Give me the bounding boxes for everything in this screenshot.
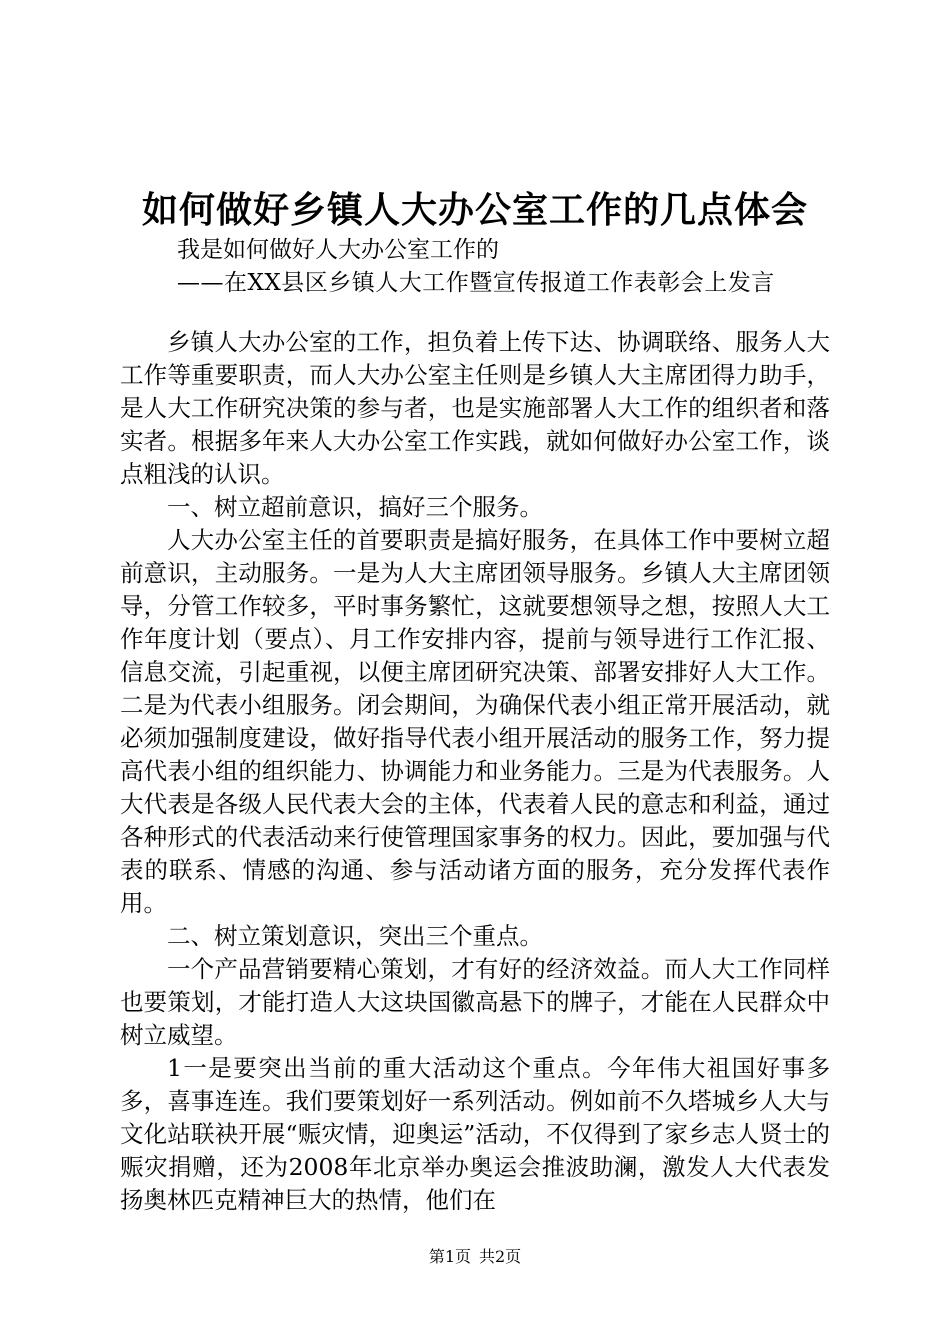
document-subtitle-line2: ——在XX县区乡镇人大工作暨宣传报道工作表彰会上发言 (177, 270, 775, 296)
section-heading: 二、树立策划意识，突出三个重点。 (167, 922, 543, 950)
page-total: 共2页 (479, 1247, 522, 1266)
document-subtitle-line1: 我是如何做好人大办公室工作的 (177, 237, 499, 263)
page-footer (0, 1246, 950, 1268)
body-paragraph: 乡镇人大办公室的工作，担负着上传下达、协调联络、服务人大工作等重要职责，而人大办公室主任则是乡镇人大主席团得力助手，是人大工作研究决策的参与者，也是实施部署人大工作的组织者和落实者。根据多年来人大办公室工作实践，就如何做好办公室工作，谈点粗浅的认识。 (120, 328, 830, 488)
section-heading: 一、树立超前意识，搞好三个服务。 (167, 493, 543, 521)
document-title: 如何做好乡镇人大办公室工作的几点体会 (141, 189, 808, 231)
document-body (120, 326, 830, 1217)
body-paragraph: 1一是要突出当前的重大活动这个重点。今年伟大祖国好事多多，喜事连连。我们要策划好一系列活动。例如前不久塔城乡人大与文化站联袂开展“赈灾情，迎奥运”活动，不仅得到了家乡志人贤士的赈灾捐赠，还为2008年北京举办奥运会推波助澜，激发人大代表发扬奥林匹克精神巨大的热情，他们在 (120, 1054, 830, 1214)
page-number: 第1页 (428, 1247, 471, 1266)
body-paragraph: 一个产品营销要精心策划，才有好的经济效益。而人大工作同样也要策划，才能打造人大这块国徽高悬下的牌子，才能在人民群众中树立威望。 (120, 955, 830, 1049)
body-paragraph: 人大办公室主任的首要职责是搞好服务，在具体工作中要树立超前意识，主动服务。一是为人大主席团领导服务。乡镇人大主席团领导，分管工作较多，平时事务繁忙，这就要想领导之想，按照人大工作年度计划（要点）、月工作安排内容，提前与领导进行工作汇报、信息交流，引起重视，以便主席团研究决策、部署安排好人大工作。二是为代表小组服务。闭会期间，为确保代表小组正常开展活动，就必须加强制度建设，做好指导代表小组开展活动的服务工作，努力提高代表小组的组织能力、协调能力和业务能力。三是为代表服务。人大代表是各级人民代表大会的主体，代表着人民的意志和利益，通过各种形式的代表活动来行使管理国家事务的权力。因此，要加强与代表的联系、情感的沟通、参与活动诸方面的服务，充分发挥代表作用。 (120, 526, 830, 917)
